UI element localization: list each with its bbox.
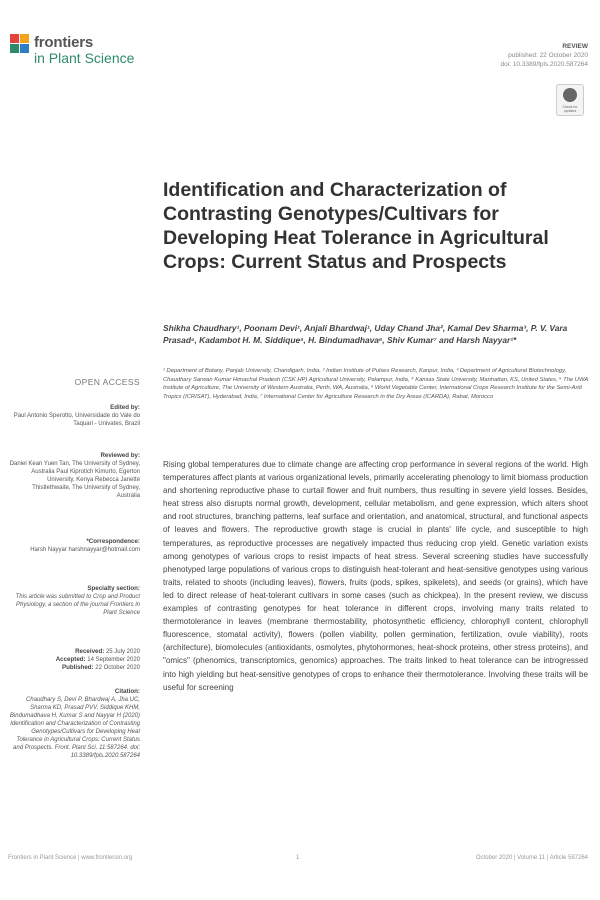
citation-section: [8, 688, 140, 760]
frontiers-logo-icon: [8, 32, 32, 56]
footer-volume: October 2020 | Volume 11 | Article 587264: [475, 855, 588, 861]
published-date-side: 22 October 2020: [95, 665, 140, 671]
specialty-section: [8, 585, 140, 617]
open-access-label: OPEN ACCESS: [74, 377, 140, 387]
reviewed-by-label: Reviewed by:: [100, 452, 140, 459]
abstract: Rising global temperatures due to climate change are affecting crop performance in several regions of the world. High temperatures affect plants at various organizational levels, primarily accelerating phenology to limit biomass production and shortening reproductive phase to curtail flower and fruit numbers, thus resulting in severe yield losses. Besides, heat stress also disrupts normal growth, development, cellular metabolism, and gene expression, which alters shoot and root structures, branching patterns, leaf surface and orientation, and anatomical, structural, and functional aspects of leaves and flowers. The reproductive growth stage is crucial in plants' life cycle, and susceptible to high temperatures, as reproductive processes are negatively impacted thus reducing crop yield. Genetic variation exists among genotypes of various crops to resist impacts of heat stress. Several screening studies have successfully phenotyped large populations of various crops to distinguish heat-tolerant and heat-sensitive genotypes using various traits, related to shoots (including leaves), flowers, fruits (pods, spikes, spikelets), and seeds (or grains), which have led to direct release of heat-tolerant cultivars in some cases (such as chickpea). In the present review, we discuss examples of contrasting genotypes for heat tolerance in different crops, involving many traits related to thermotolerance in leaves (membrane thermostability, photosynthetic efficiency, chlorophyll content, chlorophyll fluorescence, stomatal activity), flowers (pollen viability, pollen germination, fertilization, ovule viability), roots (architecture), biomolecules (antioxidants, osmolytes, phytohormones, heat-shock proteins, other stress proteins), and "omics" (phenomics, transcriptomics, genomics) approaches. The traits linked to heat tolerance can be introgressed into high yielding but heat-sensitive genotypes of crops to enhance their thermotolerance. Involving these traits will be useful for screening: [163, 460, 588, 692]
journal-logo: [8, 30, 168, 72]
correspondence[interactable]: Harsh Nayyar harshnayyar@hotmail.com: [30, 547, 140, 553]
correspondence-label: *Correspondence:: [86, 538, 140, 545]
dates-section: [8, 648, 140, 672]
citation-label: Citation:: [114, 688, 140, 695]
accepted-label: Accepted:: [55, 656, 86, 663]
edited-by-section: [8, 404, 140, 428]
specialty-label: Specialty section:: [87, 585, 140, 592]
check-updates-icon: [563, 88, 577, 102]
reviewed-by-section: [8, 452, 140, 500]
accepted-date: 14 September 2020: [87, 657, 140, 663]
edited-by-label: Edited by:: [110, 404, 140, 411]
received-label: Received:: [75, 648, 105, 655]
correspondence-section: [8, 538, 140, 554]
check-for-updates-badge[interactable]: [556, 84, 584, 116]
citation: Chaudhary S, Devi P, Bhardwaj A, Jha UC, Sharma KD, Prasad PVV, Siddique KHM, Bindumadhava H, Kumar S and Nayyar H (2020) Identification and Characterization of Contrasting Genotypes/Cultivars for Developing Heat Tolerance in Agricultural Crops: Current Status and Prospects. Front. Plant Sci. 11:587264. doi: 10.3389/fpls.2020.587264: [9, 697, 140, 759]
edited-by: Paul Antonio Sperotto, Universidade do Vale do Taquari - Univates, Brazil: [13, 413, 140, 427]
reviewed-by: Daniel Kean Yuen Tan, The University of Sydney, Australia Paul Kiprotich Kimurto, Egerton University, Kenya Rebecca Janette Thistlethwaite, The University of Sydney, Australia: [9, 461, 140, 499]
page-number: 1: [296, 855, 300, 861]
received-date: 25 July 2020: [105, 649, 140, 655]
doi[interactable]: doi: 10.3389/fpls.2020.587264: [500, 61, 588, 68]
article-meta: [501, 42, 588, 69]
author-list: Shikha Chaudhary¹, Poonam Devi¹, Anjali Bhardwaj¹, Uday Chand Jha², Kamal Dev Sharma³, P. V. Vara Prasad⁴, Kadambot H. M. Siddique⁵, H. Bindumadhava⁶, Shiv Kumar⁷ and Harsh Nayyar¹*: [163, 323, 568, 345]
specialty: This article was submitted to Crop and Product Physiology, a section of the journal Frontiers in Plant Science: [15, 594, 140, 616]
article-type: REVIEW: [562, 43, 588, 50]
footer-journal[interactable]: Frontiers in Plant Science | www.frontiersin.org: [8, 855, 133, 861]
journal-name: in Plant Science: [34, 50, 135, 66]
published-date: published: 22 October 2020: [508, 52, 588, 59]
brand-name: frontiers: [34, 34, 94, 51]
check-updates-label: Check for updates: [562, 105, 578, 113]
affiliations: ¹ Department of Botany, Panjab University, Chandigarh, India, ² Indian Institute of Pulses Research, Kanpur, India, ³ Department of Agricultural Biotechnology, Chaudhary Sarwan Kumar Himachal Pradesh (CSK HP) Agricultural University, Palampur, India, ⁴ Kansas State University, Manhattan, KS, United States, ⁵ The UWA Institute of Agriculture, The University of Western Australia, Perth, WA, Australia, ⁶ World Vegetable Center, International Crops Research Institute for the Semi-Arid Tropics (ICRISAT), Hyderabad, India, ⁷ International Center for Agriculture Research in the Dry Areas (ICARDA), Rabat, Morocco: [163, 368, 588, 400]
published-label: Published:: [61, 664, 94, 671]
article-title: Identification and Characterization of Contrasting Genotypes/Cultivars for Developing Heat Tolerance in Agricultural Crops: Current Status and Prospects: [163, 179, 549, 273]
